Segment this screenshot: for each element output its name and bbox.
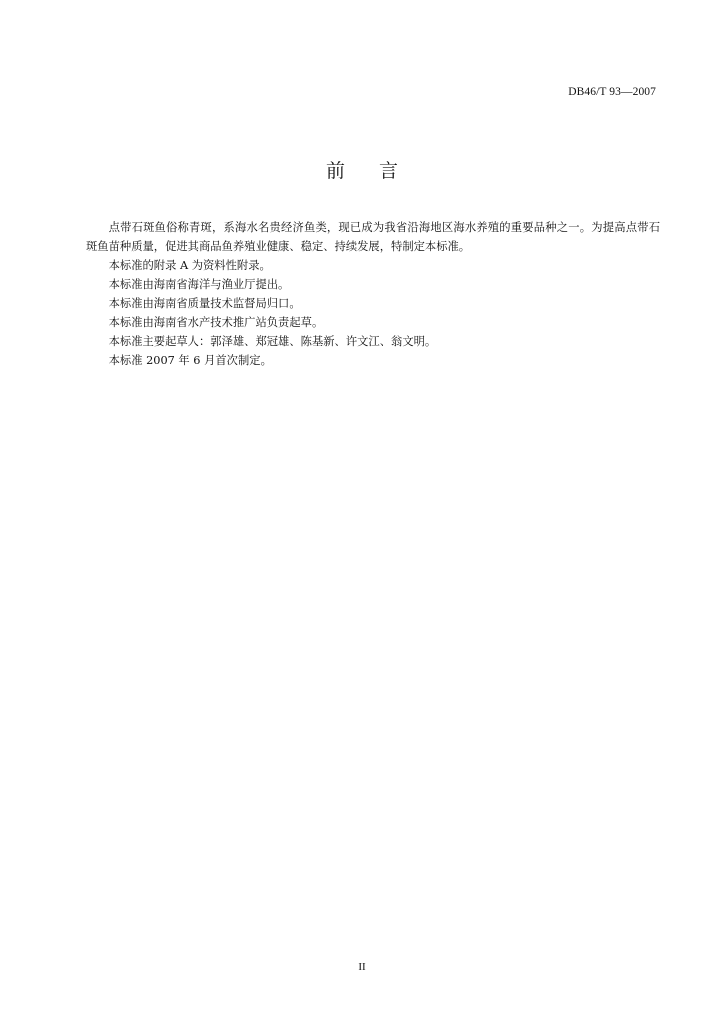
paragraph-proposed-by: 本标准由海南省海洋与渔业厅提出。 — [108, 278, 290, 291]
paragraph-centralized-by: 本标准由海南省质量技术监督局归口。 — [108, 297, 301, 310]
section-title — [0, 156, 724, 183]
paragraph-first-issued: 本标准 2007 年 6 月首次制定。 — [108, 354, 272, 367]
paragraph-drafters: 本标准主要起草人：郭泽雄、郑冠雄、陈基新、许文江、翁文明。 — [108, 335, 437, 348]
foreword-body — [86, 218, 660, 370]
title-char-2: 言 — [379, 160, 399, 182]
document-code: DB46/T 93—2007 — [568, 86, 656, 98]
title-char-1: 前 — [325, 160, 345, 182]
paragraph-drafted-by: 本标准由海南省水产技术推广站负责起草。 — [108, 316, 324, 329]
paragraph-appendix: 本标准的附录 A 为资料性附录。 — [108, 259, 271, 272]
page-number: II — [358, 961, 366, 973]
paragraph-intro: 点带石斑鱼俗称青斑，系海水名贵经济鱼类，现已成为我省沿海地区海水养殖的重要品种之一。为提高点带石斑鱼苗种质量，促进其商品鱼养殖业健康、稳定、持续发展，特制定本标准。 — [86, 221, 660, 253]
